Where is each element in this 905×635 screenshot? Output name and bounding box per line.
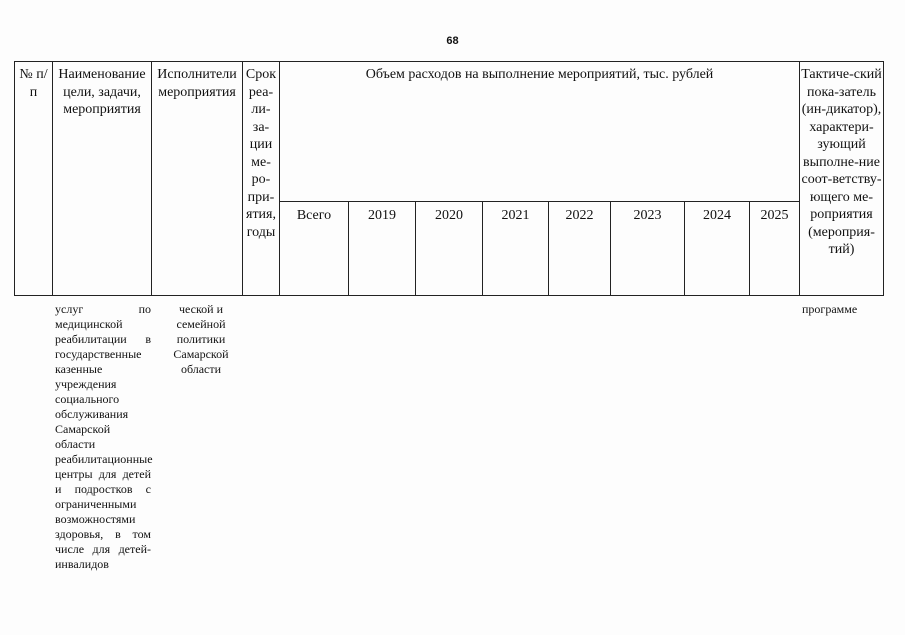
year-header-total: Всего [280, 202, 349, 296]
continued-executor-text: ческой и семейной политики Самарской области [173, 302, 229, 376]
col-expenses-header: Объем расходов на выполнение мероприятий, тыс. рублей [280, 62, 800, 202]
col-executors-header: Исполнители мероприятия [152, 62, 243, 296]
year-header-2022: 2022 [549, 202, 611, 296]
year-header-2019: 2019 [349, 202, 416, 296]
year-header-2024: 2024 [685, 202, 750, 296]
col-term-header: Срок реа-ли-за-ции ме-ро-при-ятия, годы [243, 62, 280, 296]
col-indicator-header: Тактиче-ский пока-затель (ин-дикатор), характери-зующий выполне-ние соот-ветству-ющего ме-роприятия (мероприя-тий) [800, 62, 884, 296]
col-number-header: № п/п [15, 62, 53, 296]
continued-goal-text: услуг по медицинской реабилитации в государственные казенные учреждения социального обслуживания Самарской области реабилитационные центры для детей и подростков с ограниченными возможностями здоровья, в том числе для детей-инвалидов [55, 302, 153, 571]
col-name-header: Наименование цели, задачи, мероприятия [53, 62, 152, 296]
expenses-table-header [14, 61, 884, 296]
year-header-2025: 2025 [750, 202, 800, 296]
page-number: 68 [446, 35, 459, 47]
year-header-2023: 2023 [611, 202, 685, 296]
continued-indicator-text: программе [802, 302, 858, 316]
year-header-2021: 2021 [483, 202, 549, 296]
year-header-2020: 2020 [416, 202, 483, 296]
